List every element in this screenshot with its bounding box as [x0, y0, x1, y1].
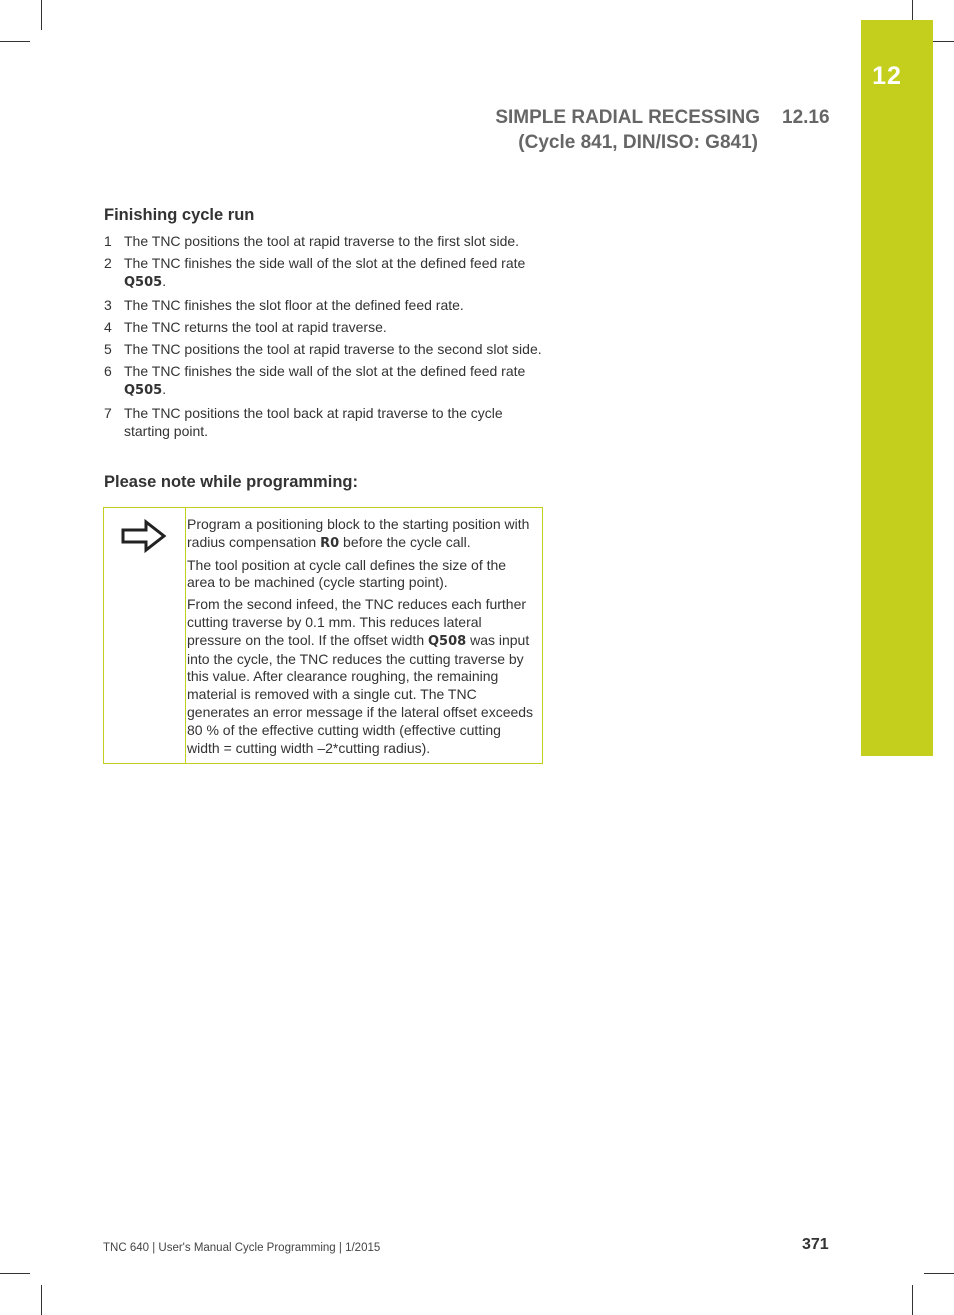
step-text: The TNC finishes the side wall of the slot at the defined feed rate [124, 363, 526, 379]
list-item [104, 254, 544, 292]
parameter-code: Q508 [428, 633, 467, 649]
note-paragraph [187, 516, 537, 553]
note-heading: Please note while programming: [104, 473, 358, 491]
list-item [104, 296, 544, 314]
note-paragraph [187, 596, 537, 757]
step-number: 3 [104, 297, 112, 313]
chapter-tab [861, 20, 933, 756]
parameter-code: Q505 [124, 383, 163, 398]
arrow-right-icon [120, 518, 168, 554]
note-box [103, 507, 543, 764]
step-text-end: . [162, 273, 167, 289]
step-number: 6 [104, 363, 112, 379]
crop-mark [0, 1273, 30, 1274]
step-text: The TNC positions the tool at rapid traverse to the first slot side. [124, 233, 520, 249]
finishing-heading: Finishing cycle run [104, 206, 255, 224]
parameter-code: R0 [320, 535, 340, 551]
header-section-number: 12.16 [782, 107, 830, 128]
step-number: 4 [104, 319, 112, 335]
list-item [104, 318, 544, 336]
note-text-run: Program a positioning block to the starting position with radius compensation [187, 516, 530, 550]
crop-mark [912, 1285, 913, 1315]
list-item [104, 340, 544, 358]
crop-mark [41, 1285, 42, 1315]
step-number: 2 [104, 255, 112, 271]
note-text-run: From the second infeed, the TNC reduces each further cutting traverse by 0.1 mm. This reduces lateral pressure on the tool. If the offset width [187, 596, 527, 648]
step-text: The TNC positions the tool at rapid traverse to the second slot side. [124, 341, 542, 357]
note-paragraph: The tool position at cycle call defines the size of the area to be machined (cycle starting point). [187, 556, 507, 591]
list-item [104, 362, 544, 400]
footer-text: TNC 640 | User's Manual Cycle Programming | 1/2015 [103, 1242, 381, 1254]
page-number: 371 [802, 1236, 829, 1253]
page-header-title [420, 105, 760, 155]
header-title-line1: SIMPLE RADIAL RECESSING [495, 107, 760, 128]
chapter-number: 12 [872, 62, 902, 90]
crop-mark [0, 41, 30, 42]
step-number: 5 [104, 341, 112, 357]
note-text-run: before the cycle call. [339, 533, 471, 550]
parameter-code: Q505 [124, 275, 163, 290]
step-text: The TNC returns the tool at rapid traverse. [124, 319, 387, 335]
step-number: 1 [104, 233, 112, 249]
note-divider [185, 508, 186, 763]
crop-mark [41, 0, 42, 30]
list-item [104, 232, 544, 250]
list-item [104, 404, 544, 440]
finishing-steps-list [104, 232, 544, 444]
note-text-run: was input into the cycle, the TNC reduces the cutting traverse by this value. After clearance roughing, the remaining material is removed with a single cut. The TNC generates an error message if the lateral offset exceeds 80 % of the effective cutting width (effective cutting width = cutting width –2*cutting radius). [187, 631, 534, 756]
note-text [187, 516, 537, 761]
step-text: The TNC positions the tool back at rapid traverse to the cycle starting point. [124, 405, 503, 439]
crop-mark [924, 1273, 954, 1274]
step-text: The TNC finishes the slot floor at the defined feed rate. [124, 297, 464, 313]
step-text-end: . [162, 381, 167, 397]
step-number: 7 [104, 405, 112, 421]
step-text: The TNC finishes the side wall of the slot at the defined feed rate [124, 255, 526, 271]
header-title-line2: (Cycle 841, DIN/ISO: G841) [518, 132, 758, 153]
